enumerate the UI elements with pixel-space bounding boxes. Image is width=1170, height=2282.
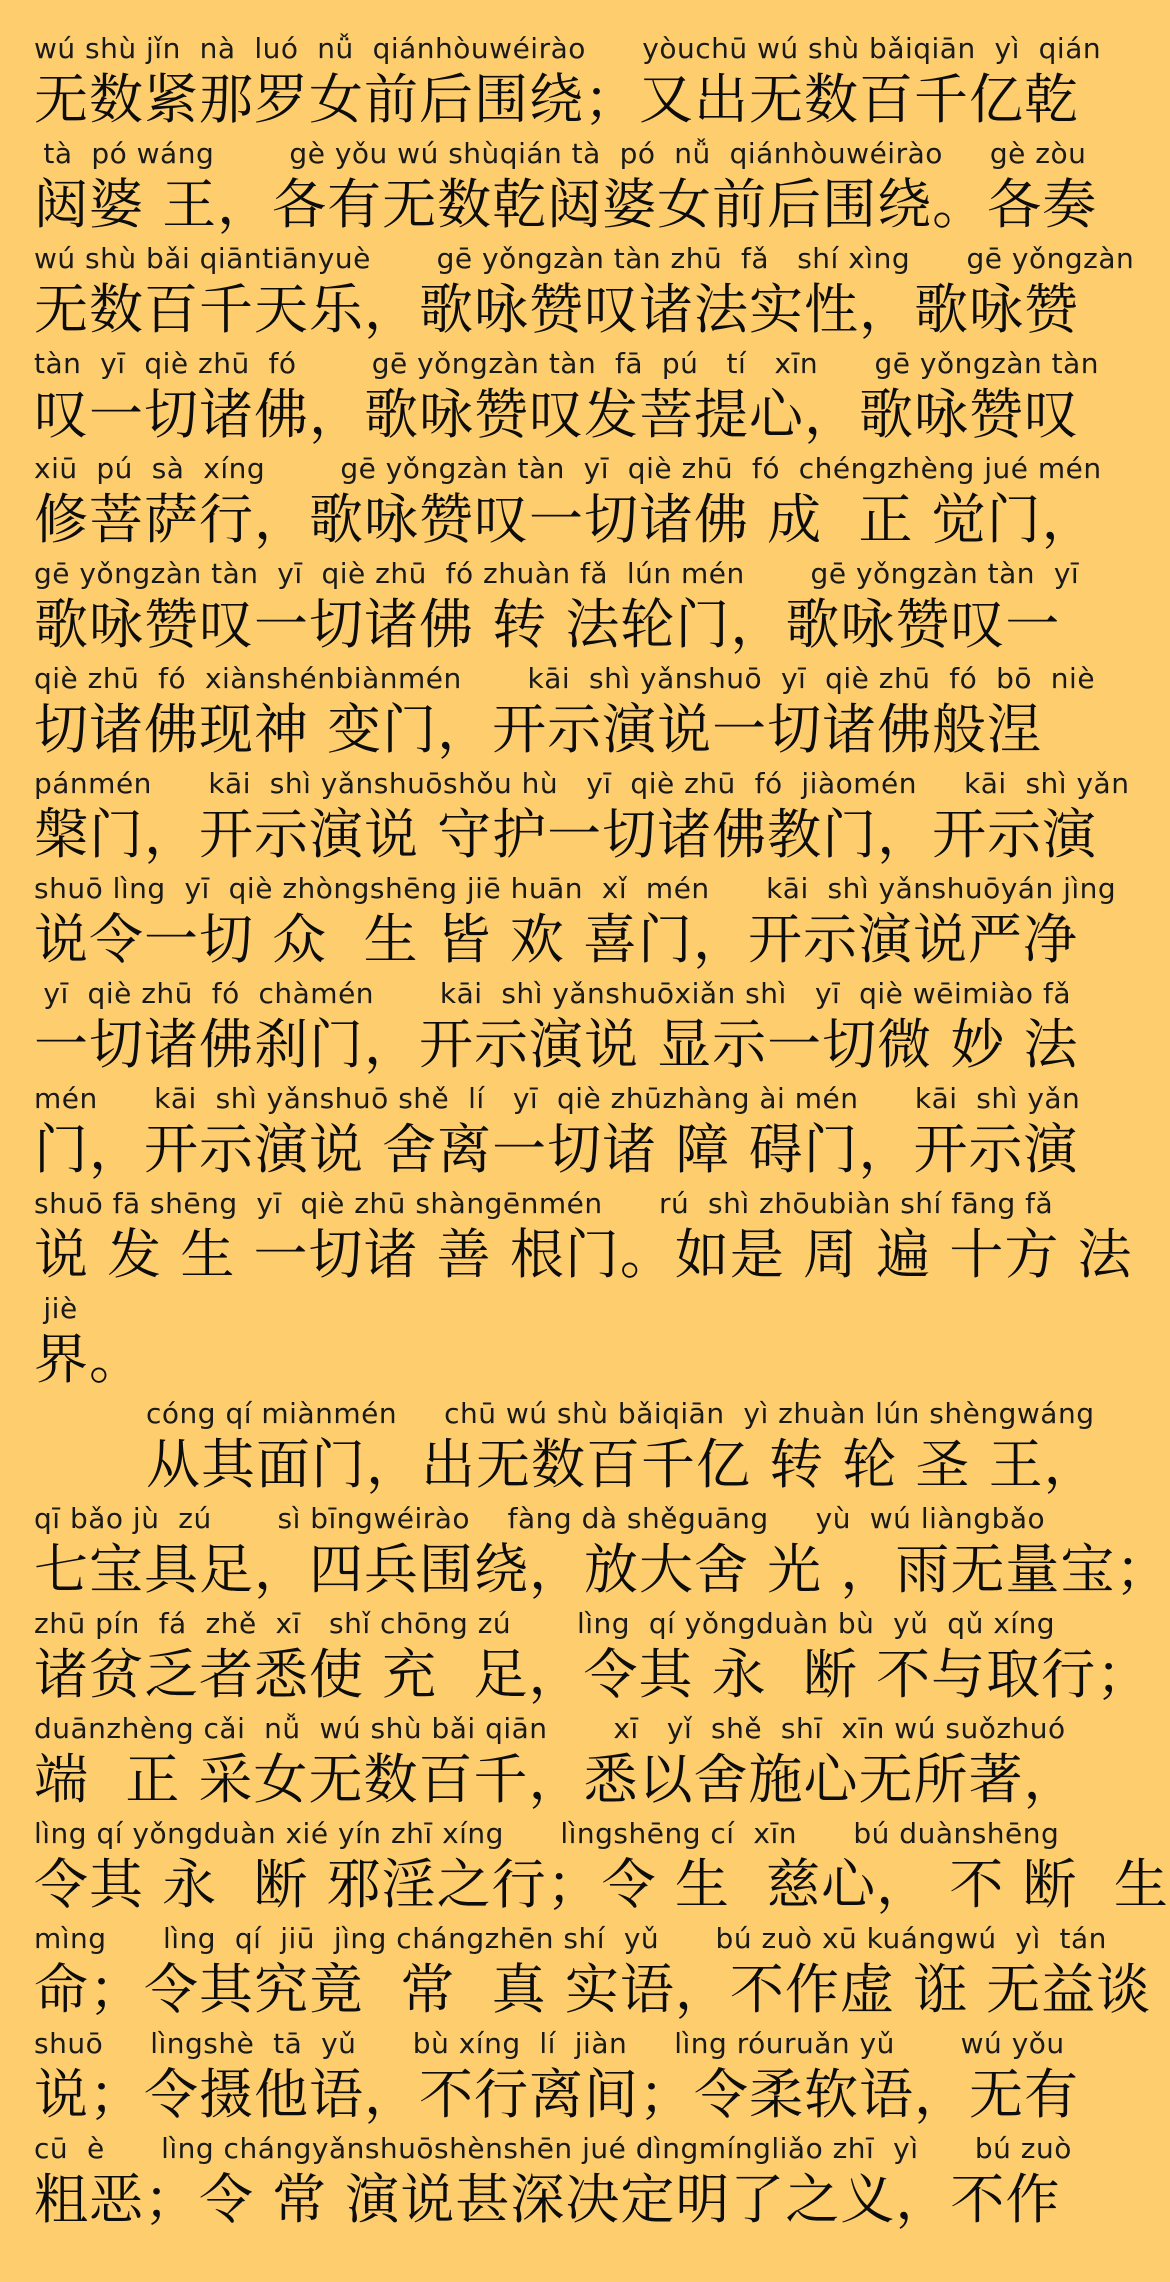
text-line — [34, 1708, 1079, 1813]
pinyin-row: wú shù jǐn nà luó nǚ qiánhòuwéirào yòuchū wú shù bǎiqiān yì qián — [34, 32, 1102, 65]
pinyin-row: cū è lìng chángyǎnshuōshènshēn jué dìngmíngliǎo zhī yì bú zuò — [34, 2132, 1072, 2165]
hanzi-row: 界。 — [34, 1328, 144, 1391]
hanzi-row: 门，开示演说 舍离一切诸 障 碍门，开示演 — [34, 1118, 1079, 1181]
text-line — [34, 1498, 1170, 1603]
hanzi-row: 叹一切诸佛，歌咏赞叹发菩提心，歌咏赞叹 — [34, 383, 1079, 446]
text-line — [34, 1813, 1169, 1918]
text-line — [34, 2023, 1079, 2128]
text-line — [34, 1078, 1081, 1183]
hanzi-row: 无数百千天乐，歌咏赞叹诸法实性，歌咏赞 — [34, 278, 1079, 341]
hanzi-row: 说令一切 众 生 皆 欢 喜门，开示演说严净 — [34, 908, 1078, 971]
hanzi-row: 命；令其究竟 常 真 实语，不作虚 诳 无益谈 — [34, 1958, 1152, 2021]
text-line — [34, 448, 1102, 553]
pinyin-row: pánmén kāi shì yǎnshuōshǒu hù yī qiè zhū fó jiàomén kāi shì yǎn — [34, 767, 1130, 800]
hanzi-row: 粗恶；令 常 演说甚深决定明了之义，不作 — [34, 2168, 1061, 2231]
text-line — [34, 1393, 1099, 1498]
hanzi-row: 端 正 采女无数百千，悉以舍施心无所著， — [34, 1748, 1079, 1811]
text-line — [34, 1603, 1152, 1708]
text-line — [34, 868, 1117, 973]
hanzi-row: 从其面门，出无数百千亿 转 轮 圣 王， — [146, 1433, 1099, 1496]
pinyin-row: yī qiè zhū fó chàmén kāi shì yǎnshuōxiǎn shì yī qiè wēimiào fǎ — [34, 977, 1071, 1010]
pinyin-row: qī bǎo jù zú sì bīngwéirào fàng dà shěguāng yù wú liàngbǎo — [34, 1502, 1046, 1535]
hanzi-row: 说 发 生 一切诸 善 根门。如是 周 遍 十方 法 — [34, 1223, 1133, 1286]
pinyin-row: lìng qí yǒngduàn xié yín zhī xíng lìngshēng cí xīn bú duànshēng — [34, 1817, 1060, 1850]
hanzi-row: 切诸佛现神 变门，开示演说一切诸佛般涅 — [34, 698, 1043, 761]
pinyin-row: xiū pú sà xíng gē yǒngzàn tàn yī qiè zhū fó chéngzhèng jué mén — [34, 452, 1102, 485]
pinyin-row: gē yǒngzàn tàn yī qiè zhū fó zhuàn fǎ lún mén gē yǒngzàn tàn yī — [34, 557, 1080, 590]
text-line — [34, 1183, 1133, 1288]
hanzi-row: 修菩萨行，歌咏赞叹一切诸佛 成 正 觉门， — [34, 488, 1097, 551]
hanzi-row: 七宝具足，四兵围绕，放大舍 光 ，雨无量宝； — [34, 1538, 1170, 1601]
pinyin-row: shuō lìngshè tā yǔ bù xíng lí jiàn lìng róuruǎn yǔ wú yǒu — [34, 2027, 1065, 2060]
pinyin-row: mìng lìng qí jiū jìng chángzhēn shí yǔ bú zuò xū kuángwú yì tán — [34, 1922, 1107, 1955]
pinyin-row: shuō fā shēng yī qiè zhū shàngēnmén rú shì zhōubiàn shí fāng fǎ — [34, 1187, 1054, 1220]
hanzi-row: 令其 永 断 邪淫之行；令 生 慈心， 不 断 生 — [34, 1853, 1169, 1916]
text-line — [34, 343, 1100, 448]
text-line — [34, 2128, 1072, 2233]
hanzi-row: 槃门，开示演说 守护一切诸佛教门，开示演 — [34, 803, 1098, 866]
pinyin-row: zhū pín fá zhě xī shǐ chōng zú lìng qí yǒngduàn bù yǔ qǔ xíng — [34, 1607, 1056, 1640]
pinyin-row: shuō lìng yī qiè zhòngshēng jiē huān xǐ mén kāi shì yǎnshuōyán jìng — [34, 872, 1117, 905]
pinyin-row: mén kāi shì yǎnshuō shě lí yī qiè zhūzhàng ài mén kāi shì yǎn — [34, 1082, 1081, 1115]
text-line — [34, 1288, 1046, 1393]
text-line — [34, 238, 1135, 343]
pinyin-row: qiè zhū fó xiànshénbiànmén kāi shì yǎnshuō yī qiè zhū fó bō niè — [34, 662, 1096, 695]
hanzi-row: 诸贫乏者悉使 充 足，令其 永 断 不与取行； — [34, 1643, 1152, 1706]
text-line — [34, 658, 1096, 763]
text-line — [34, 553, 1080, 658]
pinyin-row: wú shù bǎi qiāntiānyuè gē yǒngzàn tàn zhū fǎ shí xìng gē yǒngzàn — [34, 242, 1135, 275]
text-line — [34, 973, 1079, 1078]
hanzi-row: 闼婆 王，各有无数乾闼婆女前后围绕。各奏 — [34, 173, 1098, 236]
pinyin-row: duānzhèng cǎi nǚ wú shù bǎi qiān xī yǐ shě shī xīn wú suǒzhuó — [34, 1712, 1066, 1745]
pinyin-row: tàn yī qiè zhū fó gē yǒngzàn tàn fā pú tí xīn gē yǒngzàn tàn — [34, 347, 1100, 380]
text-line — [34, 1918, 1152, 2023]
hanzi-row: 无数紧那罗女前后围绕；又出无数百千亿乾 — [34, 68, 1079, 131]
pinyin-row: tà pó wáng gè yǒu wú shùqián tà pó nǚ qiánhòuwéirào gè zòu — [34, 137, 1087, 170]
pinyin-row: jiè — [34, 1292, 78, 1325]
text-line — [34, 763, 1130, 868]
text-body — [34, 28, 1170, 2233]
text-line — [34, 133, 1098, 238]
text-line — [34, 28, 1102, 133]
hanzi-row: 歌咏赞叹一切诸佛 转 法轮门，歌咏赞叹一 — [34, 593, 1061, 656]
pinyin-row: cóng qí miànmén chū wú shù bǎiqiān yì zhuàn lún shèngwáng — [146, 1397, 1095, 1430]
hanzi-row: 说；令摄他语，不行离间；令柔软语，无有 — [34, 2063, 1079, 2126]
hanzi-row: 一切诸佛刹门，开示演说 显示一切微 妙 法 — [34, 1013, 1079, 1076]
